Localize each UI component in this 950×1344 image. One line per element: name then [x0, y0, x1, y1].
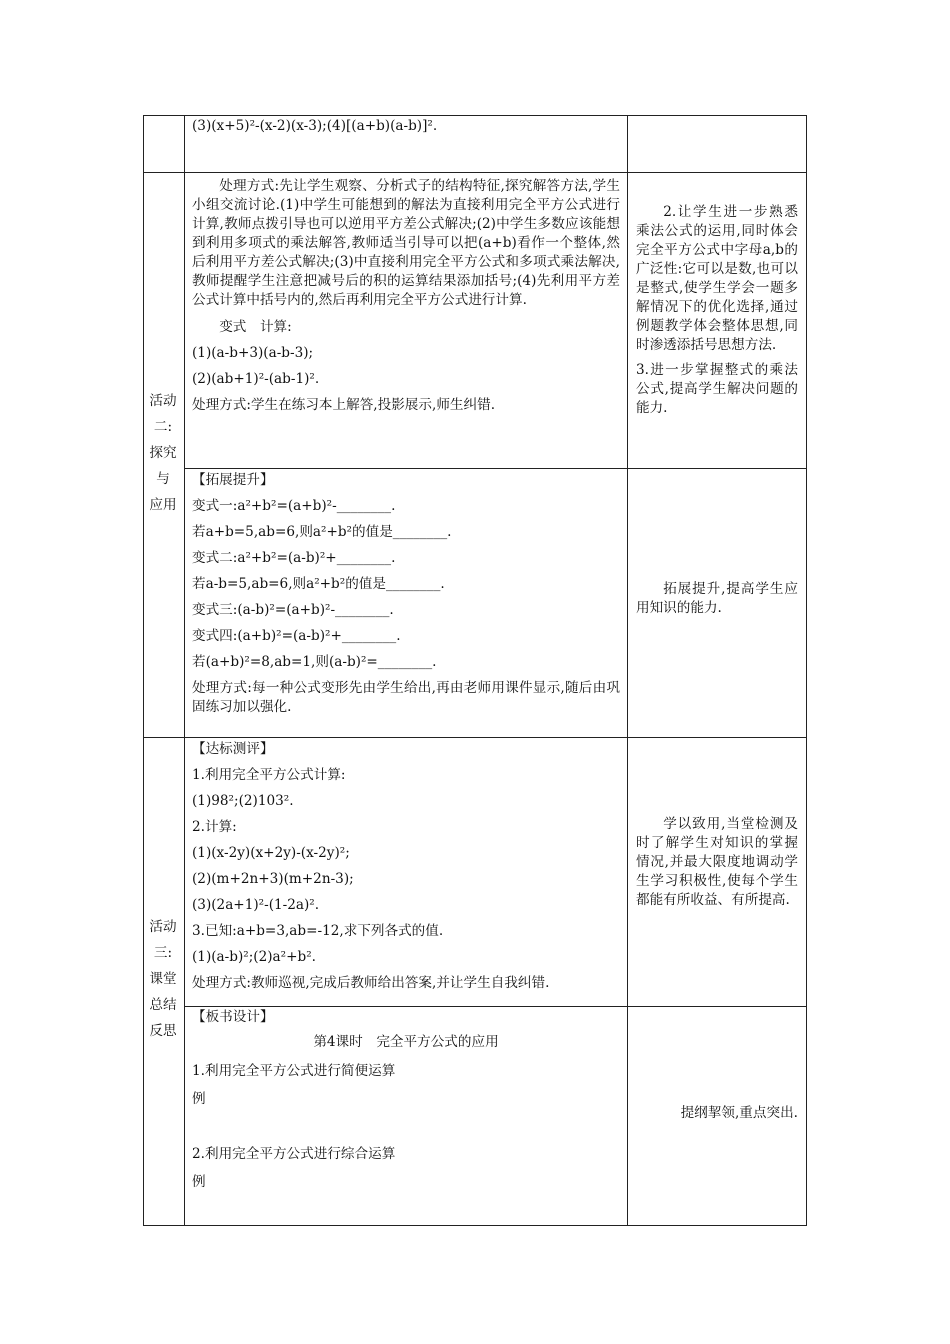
extension-process: 处理方式:每一种公式变形先由学生给出,再由老师用课件显示,随后由巩固练习加以强化.: [192, 680, 620, 715]
activity3-label-line: 反思: [149, 1023, 177, 1039]
board-title: 第4课时 完全平方公式的应用: [313, 1034, 499, 1050]
table-border-bottom: [143, 1225, 807, 1226]
board-example: 例: [192, 1174, 206, 1190]
table-border-left: [143, 115, 144, 1226]
top-row-expression: [192, 117, 622, 136]
activity2-label-line: 应用: [149, 497, 177, 513]
activity2-notes: [636, 203, 798, 418]
assessment-note: [636, 815, 798, 910]
extension-line: 若a+b=5,ab=6,则a²+b²的值是________.: [192, 524, 452, 540]
extension-content: [192, 471, 620, 717]
activity2-label-line: 探究: [149, 445, 177, 461]
assessment-line: (2)(m+2n+3)(m+2n-3);: [192, 871, 354, 887]
variant-item: (2)(ab+1)²-(ab-1)².: [192, 371, 320, 387]
board-heading: 【板书设计】: [192, 1009, 274, 1025]
board-item: 2.利用完全平方公式进行综合运算: [192, 1146, 396, 1162]
activity2-content: [192, 177, 620, 415]
extension-line: 变式二:a²+b²=(a-b)²+________.: [192, 550, 396, 566]
row-divider-4: [184, 1006, 807, 1007]
note-3: 3.进一步掌握整式的乘法公式,提高学生解决问题的能力.: [636, 362, 798, 416]
extension-line: 变式三:(a-b)²=(a+b)²-________.: [192, 602, 394, 618]
extension-line: 若(a+b)²=8,ab=1,则(a-b)²=________.: [192, 654, 437, 670]
activity2-label-line: 二:: [153, 419, 173, 435]
board-note-text: 提纲挈领,重点突出.: [680, 1105, 798, 1121]
table-divider-notes: [627, 115, 628, 1226]
assessment-note-text: 学以致用,当堂检测及时了解学生对知识的掌握情况,并最大限度地调动学生学习积极性,使每个学生都能有所收益、有所提高.: [636, 816, 798, 908]
expression-text: (3)(x+5)²-(x-2)(x-3);(4)[(a+b)(a-b)]².: [192, 118, 438, 134]
board-example: 例: [192, 1091, 206, 1107]
table-divider-label: [184, 115, 185, 1226]
activity3-label-line: 活动: [149, 919, 177, 935]
board-item: 1.利用完全平方公式进行简便运算: [192, 1063, 396, 1079]
table-border-top: [143, 115, 807, 116]
activity3-label-line: 课堂: [149, 971, 177, 987]
extension-line: 变式一:a²+b²=(a+b)²-________.: [192, 498, 396, 514]
variant-process: 处理方式:学生在练习本上解答,投影展示,师生纠错.: [192, 397, 496, 413]
extension-line: 变式四:(a+b)²=(a-b)²+________.: [192, 628, 401, 644]
extension-note: [636, 580, 798, 618]
assessment-line: 1.利用完全平方公式计算:: [192, 767, 346, 783]
variant-item: (1)(a-b+3)(a-b-3);: [192, 345, 314, 361]
assessment-line: 2.计算:: [192, 819, 237, 835]
assessment-line: 3.已知:a+b=3,ab=-12,求下列各式的值.: [192, 923, 444, 939]
activity2-label-line: 活动: [149, 393, 177, 409]
board-note: [636, 1104, 798, 1123]
process-paragraph: 处理方式:先让学生观察、分析式子的结构特征,探究解答方法,学生小组交流讨论.(1)中学生可能想到的解法为直接利用完全平方公式进行计算,教师点拨引导也可以逆用平方差公式解决;(2)中学生多数应该能想到利用多项式的乘法解答,教师适当引导可以把(a+b)看作一个整体,然后利用平方差公式解决;(3)中直接利用完全平方公式和多项式乘法解决,教师提醒学生注意把减号后的积的运算结果添加括号;(4)先利用平方差公式计算中括号内的,然后再利用完全平方公式进行计算.: [192, 178, 620, 308]
row-divider-3: [143, 737, 807, 738]
variant-title: 变式 计算:: [219, 319, 292, 335]
row-divider-1: [143, 172, 807, 173]
activity2-label-line: 与: [156, 471, 170, 487]
extension-heading: 【拓展提升】: [192, 472, 274, 488]
activity3-label-line: 总结: [149, 997, 177, 1013]
note-2: 2.让学生进一步熟悉乘法公式的运用,同时体会完全平方公式中字母a,b的广泛性:它可以是数,也可以是整式,使学生学会一题多解情况下的优化选择,通过例题教学体会整体思想,同时渗透添括号思想方法.: [636, 204, 798, 353]
assessment-line: (1)(x-2y)(x+2y)-(x-2y)²;: [192, 845, 350, 861]
assessment-heading: 【达标测评】: [192, 741, 274, 757]
board-content: [192, 1008, 620, 1192]
assessment-line: (3)(2a+1)²-(1-2a)².: [192, 897, 320, 913]
extension-note-text: 拓展提升,提高学生应用知识的能力.: [636, 581, 798, 616]
assessment-line: 处理方式:教师巡视,完成后教师给出答案,并让学生自我纠错.: [192, 975, 550, 991]
assessment-content: [192, 740, 620, 993]
extension-line: 若a-b=5,ab=6,则a²+b²的值是________.: [192, 576, 445, 592]
table-border-right: [806, 115, 807, 1226]
activity3-label-line: 三:: [153, 945, 173, 961]
activity2-label: [143, 388, 183, 518]
activity3-label: [143, 914, 183, 1044]
assessment-line: (1)(a-b)²;(2)a²+b².: [192, 949, 316, 965]
assessment-line: (1)98²;(2)103².: [192, 793, 294, 809]
row-divider-2: [184, 468, 807, 469]
